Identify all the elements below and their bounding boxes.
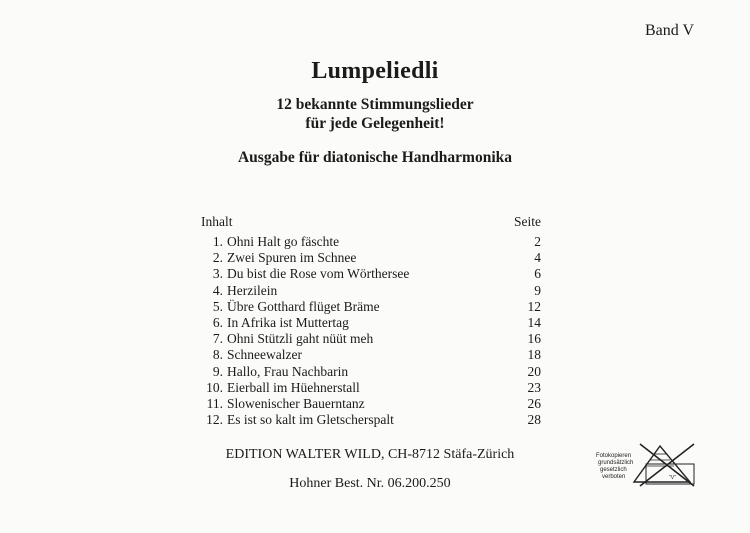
toc-item [201,234,541,250]
toc-list [201,234,541,428]
page-title: Lumpeliedli [311,58,439,84]
toc-item-page: 18 [527,347,541,363]
toc-item [201,250,541,266]
subtitle [0,95,750,133]
toc-item-title: Slowenischer Bauerntanz [227,395,365,411]
toc-item-title: Übre Gotthard flüget Bräme [227,298,380,314]
toc-item-title: Ohni Halt go fäschte [227,234,340,249]
toc-item-title: Du bist die Rose vom Wörthersee [227,266,410,282]
toc-item-page: 16 [527,331,541,347]
toc-item-number: 8. [212,347,223,363]
toc-item-title: Hallo, Frau Nachbarin [227,363,349,379]
toc-item-number: 4. [212,282,223,298]
toc-item-title: Schneewalzer [227,347,302,363]
toc-item-page: 6 [534,266,541,282]
band-label: Band V [644,22,694,39]
toc-item [201,315,541,331]
stamp-text-4: verboten [602,474,626,480]
toc-item-title: Ohni Stützli gaht nüüt meh [227,331,374,347]
toc-item-number: 12. [206,412,223,428]
toc-item-number: 2. [212,250,223,266]
toc-item-number: 6. [212,314,223,330]
table-of-contents [201,212,541,428]
toc-item-page: 12 [527,298,541,314]
toc-item [201,412,541,428]
edition-description: Ausgabe für diatonische Handharmonika [237,149,513,166]
toc-item-number: 1. [212,234,223,249]
toc-item-page: 28 [527,412,541,428]
toc-item-number: 11. [206,395,223,411]
toc-item-page: 4 [534,250,541,266]
toc-item [201,299,541,315]
toc-item-number: 3. [212,266,223,282]
toc-item [201,283,541,299]
order-number: Hohner Best. Nr. 06.200.250 [289,476,451,491]
toc-item-number: 5. [212,298,223,314]
toc-item-page: 26 [527,395,541,411]
toc-heading-page: Seite [514,214,541,229]
toc-item [201,380,541,396]
toc-item [201,331,541,347]
toc-item-title: Zwei Spuren im Schnee [227,250,357,266]
toc-item-page: 2 [534,234,541,249]
toc-item [201,347,541,363]
toc-item-title: Eierball im Hüehnerstall [227,379,360,395]
toc-heading-contents: Inhalt [201,214,233,229]
publisher-line: EDITION WALTER WILD, CH-8712 Stäfa-Zürich [225,447,515,462]
toc-item-title: Es ist so kalt im Gletscherspalt [227,412,394,428]
toc-item-title: In Afrika ist Muttertag [227,314,349,330]
stamp-mark: "V" [669,475,676,481]
toc-item [201,396,541,412]
toc-item-page: 9 [534,282,541,298]
toc-item-number: 10. [206,379,223,395]
toc-item-title: Herzilein [227,282,278,298]
toc-header [201,212,541,234]
toc-item-number: 9. [212,363,223,379]
stamp-text-1: Fotokopieren [596,453,632,459]
toc-item-page: 14 [527,314,541,330]
subtitle-line-2: für jede Gelegenheit! [305,115,445,132]
subtitle-line-1: 12 bekannte Stimmungslieder [276,96,474,113]
copy-prohibited-stamp [594,442,704,488]
toc-item-page: 20 [527,363,541,379]
toc-item-number: 7. [212,331,223,347]
stamp-text-3: gesetzlich [600,467,627,473]
stamp-text-2: grundsätzlich [598,460,634,466]
toc-item-page: 23 [527,379,541,395]
toc-item [201,364,541,380]
toc-item [201,266,541,282]
